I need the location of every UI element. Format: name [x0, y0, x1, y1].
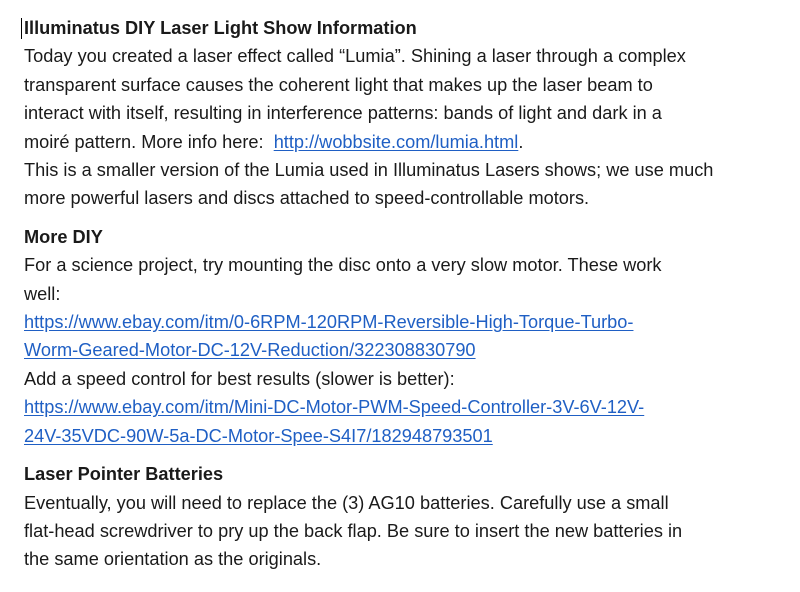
speed-controller-link[interactable] [24, 393, 790, 450]
paragraph-line: For a science project, try mounting the disc onto a very slow motor. These work [24, 255, 662, 276]
paragraph-line: Today you created a laser effect called “Lumia”. Shining a laser through a complex [24, 46, 686, 67]
paragraph-line: well: [24, 283, 61, 304]
moire-text: moiré pattern. More info here: [24, 131, 274, 152]
lumia-info-link[interactable]: http://wobbsite.com/lumia.html [273, 131, 519, 152]
motor-link[interactable] [24, 308, 790, 365]
speed-controller-link-line-2[interactable]: 24V-35VDC-90W-5a-DC-Motor-Spee-S4I7/182948793501 [24, 425, 493, 446]
text-cursor [21, 18, 22, 39]
motor-link-line-2[interactable]: Worm-Geared-Motor-DC-12V-Reduction/322308830790 [24, 340, 476, 361]
document-body [24, 14, 790, 574]
paragraph [24, 251, 790, 450]
section-heading: Laser Pointer Batteries [24, 464, 224, 485]
paragraph-line [24, 128, 790, 156]
speed-controller-link-line-1[interactable]: https://www.ebay.com/itm/Mini-DC-Motor-PWM-Speed-Controller-3V-6V-12V- [24, 397, 645, 418]
section-more-diy [24, 223, 790, 450]
paragraph [24, 489, 790, 574]
paragraph-line: This is a smaller version of the Lumia used in Illuminatus Lasers shows; we use much [24, 160, 714, 181]
paragraph-line: interact with itself, resulting in interference patterns: bands of light and dark in a [24, 103, 662, 124]
paragraph-line: the same orientation as the originals. [24, 549, 322, 570]
paragraph-line: Add a speed control for best results (slower is better): [24, 368, 455, 389]
section-batteries [24, 460, 790, 574]
paragraph [24, 42, 790, 212]
motor-link-line-1[interactable]: https://www.ebay.com/itm/0-6RPM-120RPM-Reversible-High-Torque-Turbo- [24, 312, 634, 333]
paragraph-line: transparent surface causes the coherent light that makes up the laser beam to [24, 74, 653, 95]
section-heading: More DIY [24, 226, 103, 247]
paragraph-line: flat-head screwdriver to pry up the back flap. Be sure to insert the new batteries in [24, 520, 683, 541]
paragraph-line: Eventually, you will need to replace the (3) AG10 batteries. Carefully use a small [24, 492, 669, 513]
paragraph-line: more powerful lasers and discs attached to speed-controllable motors. [24, 188, 590, 209]
section-heading [24, 14, 790, 42]
moire-suffix: . [518, 131, 524, 152]
heading-text: Illuminatus DIY Laser Light Show Information [24, 18, 417, 38]
section-laser-info [24, 14, 790, 213]
